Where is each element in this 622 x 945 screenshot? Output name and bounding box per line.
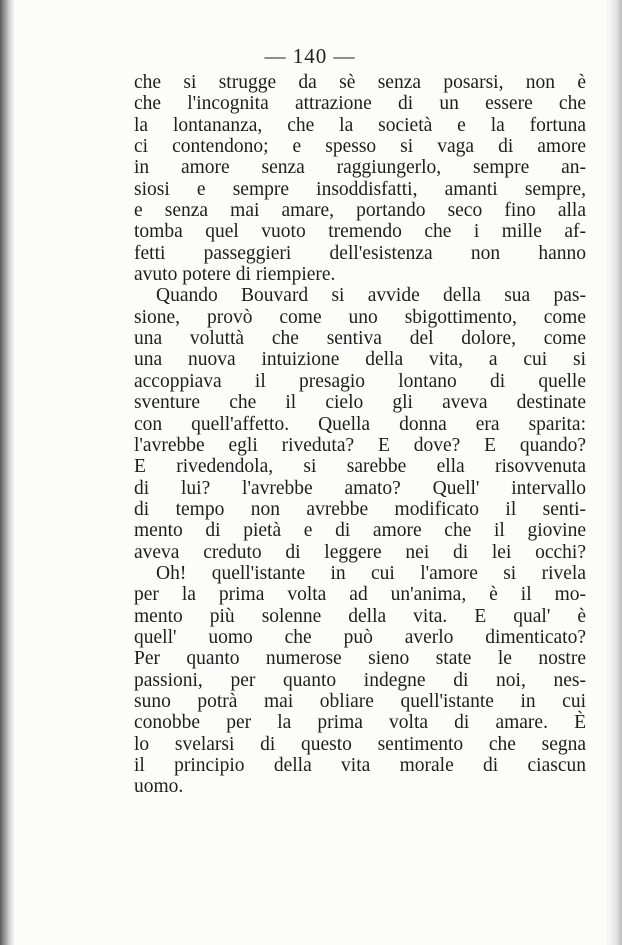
text-line: aveva creduto di leggere nei di lei occhi? bbox=[134, 541, 586, 563]
text-line: mento di pietà e di amore che il giovine bbox=[134, 520, 586, 542]
text-line: Quando Bouvard si avvide della sua pas- bbox=[156, 285, 586, 307]
text-line: suno potrà mai obliare quell'istante in cui bbox=[134, 690, 586, 712]
page-number: — 140 — bbox=[264, 44, 356, 68]
text-line: che l'incognita attrazione di un essere che bbox=[134, 93, 586, 115]
page-body-text bbox=[134, 72, 586, 798]
text-line: di tempo non avrebbe modificato il senti- bbox=[134, 498, 586, 520]
text-line: una voluttà che sentiva del dolore, come bbox=[134, 328, 586, 350]
page-edge-shadow bbox=[606, 0, 622, 945]
text-line: ci contendono; e spesso si vaga di amore bbox=[134, 136, 586, 158]
text-line: l'avrebbe egli riveduta? E dove? E quando? bbox=[134, 434, 586, 456]
text-line: fetti passeggieri dell'esistenza non hanno bbox=[134, 242, 586, 264]
text-line: di lui? l'avrebbe amato? Quell' intervallo bbox=[134, 477, 586, 499]
book-page bbox=[14, 0, 606, 945]
text-line: che si strugge da sè senza posarsi, non è bbox=[134, 72, 586, 93]
text-line: uomo. bbox=[134, 776, 184, 798]
text-line: Oh! quell'istante in cui l'amore si rivela bbox=[156, 562, 586, 584]
text-line: Per quanto numerose sieno state le nostre bbox=[134, 648, 586, 670]
text-line: la lontananza, che la società e la fortuna bbox=[134, 114, 586, 136]
text-line: una nuova intuizione della vita, a cui si bbox=[134, 349, 586, 371]
text-line: sventure che il cielo gli aveva destinate bbox=[134, 392, 586, 414]
text-line: mento più solenne della vita. E qual' è bbox=[134, 605, 586, 627]
text-line: siosi e sempre insoddisfatti, amanti sempre, bbox=[134, 178, 586, 200]
text-line: avuto potere di riempiere. bbox=[134, 264, 336, 286]
text-line: E rivedendola, si sarebbe ella risovvenuta bbox=[134, 456, 586, 478]
book-spine-shadow bbox=[0, 0, 14, 945]
text-line: tomba quel vuoto tremendo che i mille af- bbox=[134, 221, 586, 243]
text-line: conobbe per la prima volta di amare. È bbox=[134, 712, 586, 734]
text-line: quell' uomo che può averlo dimenticato? bbox=[134, 626, 586, 648]
text-line: il principio della vita morale di ciascun bbox=[134, 755, 586, 776]
text-line: accoppiava il presagio lontano di quelle bbox=[134, 370, 586, 392]
text-line: passioni, per quanto indegne di noi, nes- bbox=[134, 669, 586, 691]
text-line: sione, provò come uno sbigottimento, come bbox=[134, 306, 586, 328]
text-line: in amore senza raggiungerlo, sempre an- bbox=[134, 157, 586, 179]
text-line: e senza mai amare, portando seco fino alla bbox=[134, 200, 586, 222]
text-line: per la prima volta ad un'anima, è il mo- bbox=[134, 584, 586, 606]
text-line: con quell'affetto. Quella donna era sparita: bbox=[134, 413, 586, 435]
text-line: lo svelarsi di questo sentimento che segna bbox=[134, 733, 586, 755]
